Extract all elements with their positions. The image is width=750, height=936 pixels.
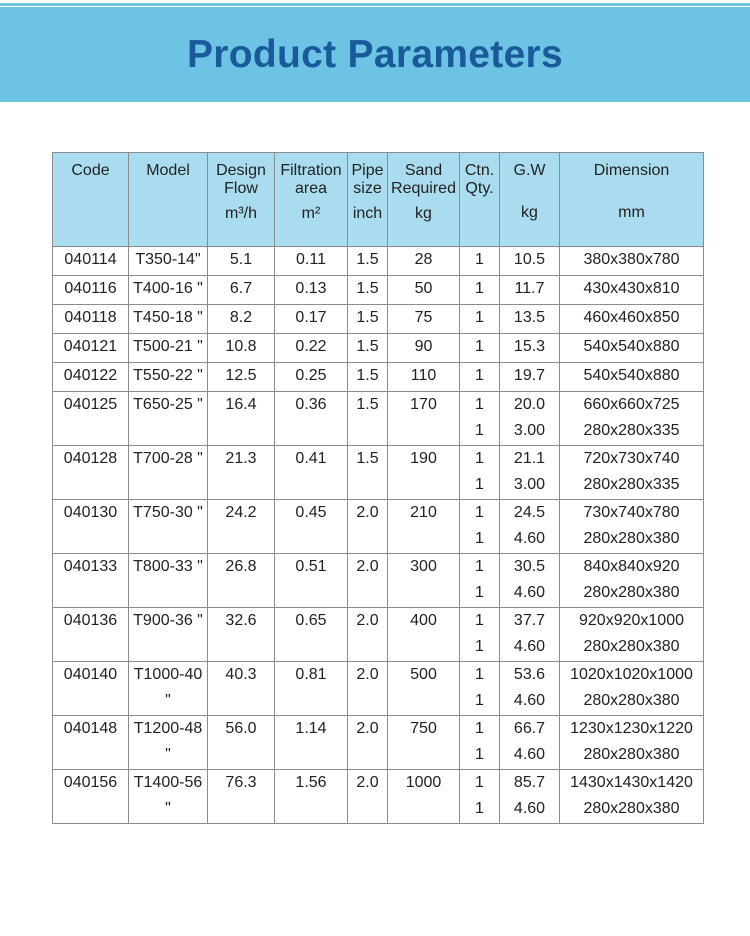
cell-sand-required: 300 <box>388 554 460 608</box>
cell-design-flow: 32.6 <box>208 608 275 662</box>
cell-model: T1200-48 " <box>129 716 208 770</box>
cell-model: T900-36 " <box>129 608 208 662</box>
cell-sand-required: 750 <box>388 716 460 770</box>
cell-model: T650-25 " <box>129 392 208 446</box>
cell-dimension: 430x430x810 <box>560 276 704 305</box>
cell-design-flow: 6.7 <box>208 276 275 305</box>
cell-ctn-qty: 1 <box>460 247 500 276</box>
cell-sand-required: 1000 <box>388 770 460 824</box>
cell-pipe-size: 2.0 <box>348 662 388 716</box>
cell-filtration-area: 0.65 <box>275 608 348 662</box>
cell-sand-required: 170 <box>388 392 460 446</box>
cell-filtration-area: 1.56 <box>275 770 348 824</box>
cell-ctn-qty: 1 1 <box>460 770 500 824</box>
cell-design-flow: 26.8 <box>208 554 275 608</box>
cell-code: 040114 <box>53 247 129 276</box>
header-filtration-area: Filtration area m² <box>275 153 348 247</box>
cell-design-flow: 24.2 <box>208 500 275 554</box>
cell-filtration-area: 1.14 <box>275 716 348 770</box>
cell-code: 040133 <box>53 554 129 608</box>
cell-filtration-area: 0.36 <box>275 392 348 446</box>
cell-gw: 10.5 <box>500 247 560 276</box>
cell-filtration-area: 0.81 <box>275 662 348 716</box>
cell-design-flow: 76.3 <box>208 770 275 824</box>
cell-pipe-size: 1.5 <box>348 392 388 446</box>
cell-model: T450-18 " <box>129 305 208 334</box>
title-banner <box>0 7 750 102</box>
header-sand-required: Sand Required kg <box>388 153 460 247</box>
table-row <box>53 500 704 554</box>
header-pipe-size: Pipe size inch <box>348 153 388 247</box>
unit-design-flow: m³/h <box>225 205 257 222</box>
cell-model: T750-30 " <box>129 500 208 554</box>
table-row <box>53 716 704 770</box>
cell-sand-required: 50 <box>388 276 460 305</box>
top-accent-line <box>0 3 750 6</box>
table-header-row <box>53 153 704 247</box>
cell-ctn-qty: 1 <box>460 305 500 334</box>
cell-pipe-size: 1.5 <box>348 363 388 392</box>
cell-design-flow: 56.0 <box>208 716 275 770</box>
cell-ctn-qty: 1 1 <box>460 392 500 446</box>
cell-sand-required: 190 <box>388 446 460 500</box>
cell-model: T1000-40 " <box>129 662 208 716</box>
cell-filtration-area: 0.45 <box>275 500 348 554</box>
cell-pipe-size: 2.0 <box>348 716 388 770</box>
cell-dimension: 460x460x850 <box>560 305 704 334</box>
cell-dimension: 720x730x740 280x280x335 <box>560 446 704 500</box>
table-row <box>53 554 704 608</box>
table-row <box>53 334 704 363</box>
cell-model: T1400-56 " <box>129 770 208 824</box>
cell-dimension: 380x380x780 <box>560 247 704 276</box>
cell-filtration-area: 0.11 <box>275 247 348 276</box>
page-title: Product Parameters <box>186 33 564 76</box>
cell-gw: 85.7 4.60 <box>500 770 560 824</box>
unit-pipe-size: inch <box>352 205 383 222</box>
header-gw: G.W kg <box>500 153 560 247</box>
cell-pipe-size: 1.5 <box>348 247 388 276</box>
cell-dimension: 1020x1020x1000 280x280x380 <box>560 662 704 716</box>
cell-dimension: 540x540x880 <box>560 334 704 363</box>
cell-pipe-size: 2.0 <box>348 608 388 662</box>
cell-gw: 24.5 4.60 <box>500 500 560 554</box>
cell-pipe-size: 2.0 <box>348 500 388 554</box>
cell-design-flow: 16.4 <box>208 392 275 446</box>
cell-gw: 66.7 4.60 <box>500 716 560 770</box>
cell-gw: 53.6 4.60 <box>500 662 560 716</box>
cell-dimension: 540x540x880 <box>560 363 704 392</box>
cell-filtration-area: 0.25 <box>275 363 348 392</box>
unit-dimension: mm <box>618 204 645 221</box>
cell-ctn-qty: 1 <box>460 334 500 363</box>
cell-ctn-qty: 1 1 <box>460 554 500 608</box>
cell-ctn-qty: 1 1 <box>460 446 500 500</box>
cell-code: 040136 <box>53 608 129 662</box>
unit-gw: kg <box>521 204 538 221</box>
cell-dimension: 920x920x1000 280x280x380 <box>560 608 704 662</box>
table-row <box>53 446 704 500</box>
cell-pipe-size: 1.5 <box>348 276 388 305</box>
cell-gw: 21.1 3.00 <box>500 446 560 500</box>
cell-pipe-size: 2.0 <box>348 770 388 824</box>
cell-model: T500-21 " <box>129 334 208 363</box>
cell-sand-required: 90 <box>388 334 460 363</box>
cell-design-flow: 21.3 <box>208 446 275 500</box>
cell-code: 040156 <box>53 770 129 824</box>
cell-sand-required: 75 <box>388 305 460 334</box>
table-row <box>53 247 704 276</box>
cell-gw: 30.5 4.60 <box>500 554 560 608</box>
table-row <box>53 276 704 305</box>
cell-pipe-size: 2.0 <box>348 554 388 608</box>
header-dimension: Dimension mm <box>560 153 704 247</box>
unit-sand-required: kg <box>415 205 432 222</box>
cell-dimension: 840x840x920 280x280x380 <box>560 554 704 608</box>
cell-sand-required: 28 <box>388 247 460 276</box>
header-code: Code <box>53 153 129 247</box>
cell-pipe-size: 1.5 <box>348 334 388 363</box>
product-parameters-table <box>52 152 704 824</box>
table-row <box>53 392 704 446</box>
cell-model: T350-14" <box>129 247 208 276</box>
cell-code: 040116 <box>53 276 129 305</box>
cell-dimension: 1430x1430x1420 280x280x380 <box>560 770 704 824</box>
cell-code: 040148 <box>53 716 129 770</box>
cell-ctn-qty: 1 1 <box>460 608 500 662</box>
cell-ctn-qty: 1 <box>460 363 500 392</box>
cell-gw: 13.5 <box>500 305 560 334</box>
cell-code: 040118 <box>53 305 129 334</box>
cell-ctn-qty: 1 1 <box>460 662 500 716</box>
cell-dimension: 1230x1230x1220 280x280x380 <box>560 716 704 770</box>
cell-design-flow: 8.2 <box>208 305 275 334</box>
header-ctn-qty: Ctn. Qty. <box>460 153 500 247</box>
cell-code: 040122 <box>53 363 129 392</box>
header-model: Model <box>129 153 208 247</box>
table-row <box>53 608 704 662</box>
cell-ctn-qty: 1 1 <box>460 500 500 554</box>
cell-code: 040140 <box>53 662 129 716</box>
cell-dimension: 730x740x780 280x280x380 <box>560 500 704 554</box>
cell-code: 040125 <box>53 392 129 446</box>
table-row <box>53 363 704 392</box>
cell-filtration-area: 0.13 <box>275 276 348 305</box>
unit-filtration-area: m² <box>301 205 321 222</box>
cell-code: 040130 <box>53 500 129 554</box>
table-row <box>53 770 704 824</box>
cell-design-flow: 5.1 <box>208 247 275 276</box>
cell-dimension: 660x660x725 280x280x335 <box>560 392 704 446</box>
cell-model: T700-28 " <box>129 446 208 500</box>
cell-sand-required: 400 <box>388 608 460 662</box>
cell-pipe-size: 1.5 <box>348 305 388 334</box>
cell-gw: 37.7 4.60 <box>500 608 560 662</box>
cell-model: T800-33 " <box>129 554 208 608</box>
cell-filtration-area: 0.17 <box>275 305 348 334</box>
cell-code: 040128 <box>53 446 129 500</box>
header-design-flow: Design Flow m³/h <box>208 153 275 247</box>
cell-design-flow: 12.5 <box>208 363 275 392</box>
cell-model: T400-16 " <box>129 276 208 305</box>
cell-code: 040121 <box>53 334 129 363</box>
cell-ctn-qty: 1 <box>460 276 500 305</box>
table-row <box>53 662 704 716</box>
cell-pipe-size: 1.5 <box>348 446 388 500</box>
cell-ctn-qty: 1 1 <box>460 716 500 770</box>
cell-gw: 11.7 <box>500 276 560 305</box>
cell-design-flow: 40.3 <box>208 662 275 716</box>
table-row <box>53 305 704 334</box>
cell-design-flow: 10.8 <box>208 334 275 363</box>
cell-gw: 15.3 <box>500 334 560 363</box>
cell-sand-required: 110 <box>388 363 460 392</box>
cell-filtration-area: 0.22 <box>275 334 348 363</box>
cell-gw: 20.0 3.00 <box>500 392 560 446</box>
cell-gw: 19.7 <box>500 363 560 392</box>
cell-filtration-area: 0.51 <box>275 554 348 608</box>
cell-filtration-area: 0.41 <box>275 446 348 500</box>
cell-model: T550-22 " <box>129 363 208 392</box>
cell-sand-required: 500 <box>388 662 460 716</box>
cell-sand-required: 210 <box>388 500 460 554</box>
